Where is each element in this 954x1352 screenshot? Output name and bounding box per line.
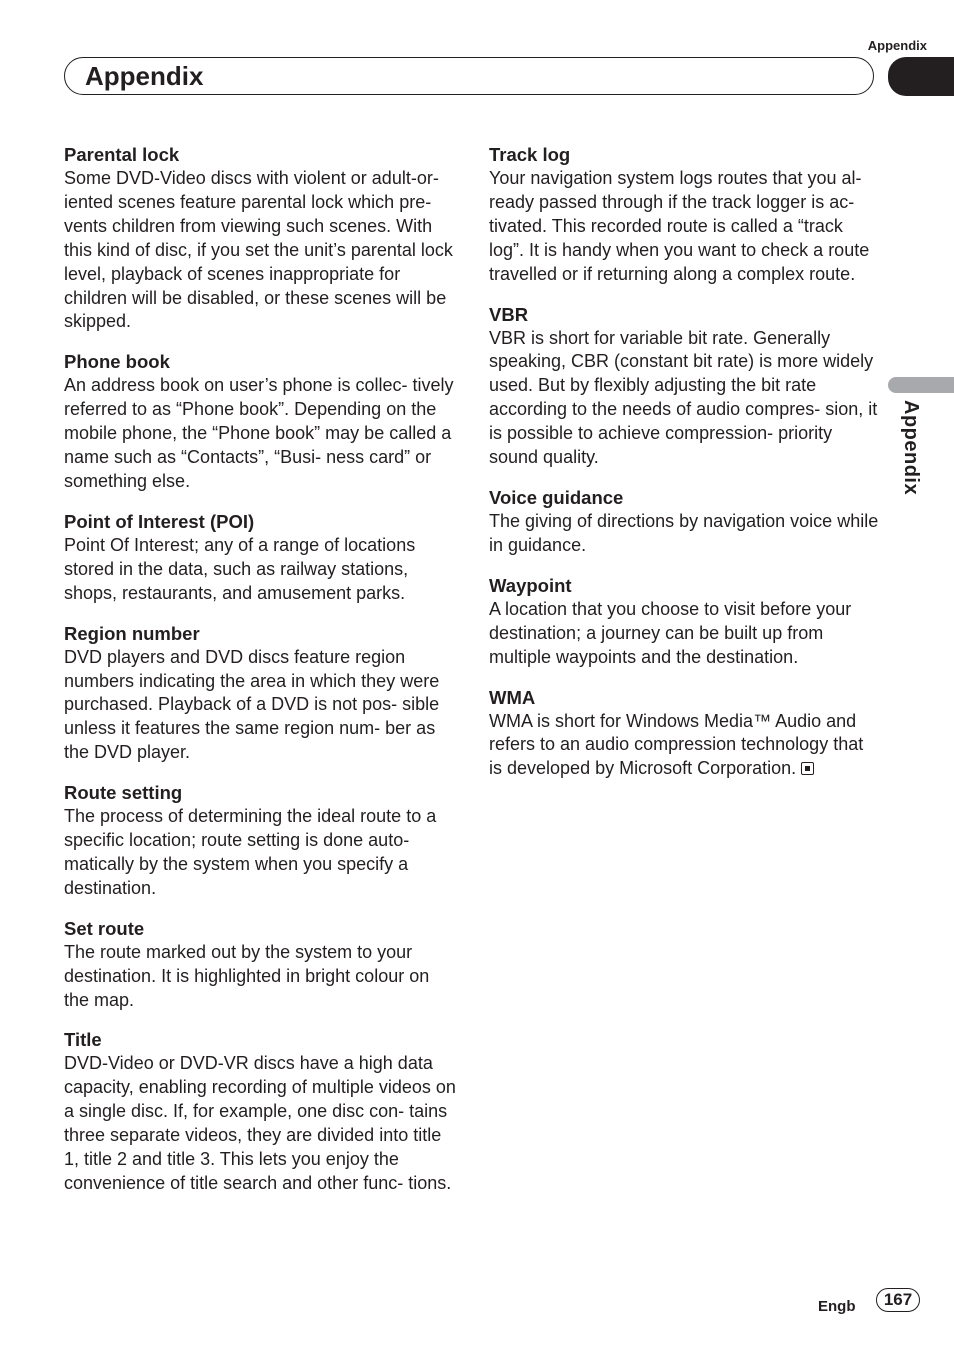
glossary-term: WMA	[489, 686, 536, 708]
side-tab-marker	[888, 377, 954, 393]
left-column	[64, 143, 456, 1212]
glossary-definition: An address book on user’s phone is collec- tively referred to as “Phone book”. Depending on the mobile phone, the “Phone book” may be called a name such as “Contacts”, “Busi- ness card” or something else.	[64, 375, 454, 491]
side-tab-label: Appendix	[900, 400, 922, 496]
glossary-entry	[64, 1028, 456, 1195]
section-title-bar	[64, 57, 874, 95]
running-head: Appendix	[867, 38, 927, 53]
glossary-term: Voice guidance	[489, 486, 624, 508]
glossary-definition: DVD players and DVD discs feature region numbers indicating the area in which they were purchased. Playback of a DVD is not pos- sible unless it features the same region num- ber as the DVD player.	[64, 646, 440, 763]
glossary-term: Route setting	[64, 782, 183, 804]
page-title: Appendix	[85, 61, 204, 91]
glossary-entry	[64, 781, 456, 901]
glossary-entry	[489, 686, 881, 782]
glossary-entry	[489, 574, 881, 670]
glossary-term: Title	[64, 1029, 102, 1051]
glossary-term: Waypoint	[489, 574, 572, 596]
glossary-entry	[489, 143, 881, 287]
glossary-definition: The giving of directions by navigation voice while in guidance.	[489, 510, 879, 555]
glossary-term: VBR	[489, 303, 529, 325]
glossary-term: Point of Interest (POI)	[64, 510, 255, 532]
glossary-term: Track log	[489, 144, 571, 165]
end-of-section-icon	[801, 762, 814, 775]
glossary-entry	[64, 622, 456, 766]
glossary-term: Parental lock	[64, 144, 180, 165]
page-number: 167	[876, 1288, 920, 1312]
glossary-definition	[489, 710, 881, 782]
glossary-term: Phone book	[64, 351, 170, 373]
glossary-definition: DVD-Video or DVD-VR discs have a high data capacity, enabling recording of multiple videos on a single disc. If, for example, one disc con- tains three separate videos, they are divided into title 1, title 2 and title 3. This lets you enjoy the convenience of title search and other func- tions.	[64, 1053, 456, 1193]
glossary-entry	[489, 303, 881, 470]
glossary-entry	[64, 143, 456, 334]
glossary-entry	[489, 486, 881, 558]
glossary-definition: Some DVD-Video discs with violent or adult-or- iented scenes feature parental lock which pre- vents children from viewing such scenes. With this kind of disc, if you set the unit’s parental lock level, playback of scenes inappropriate for children will be disabled, or these scenes will be skipped.	[64, 168, 453, 332]
language-code: Engb	[818, 1298, 856, 1315]
section-tab-marker	[888, 57, 954, 96]
glossary-definition: VBR is short for variable bit rate. Generally speaking, CBR (constant bit rate) is more widely used. But by flexibly adjusting the bit rate according to the needs of audio compres- sion, it is possible to achieve compression- priority sound quality.	[489, 327, 878, 468]
glossary-definition: Your navigation system logs routes that you al- ready passed through if the track logger is ac- tivated. This recorded route is called a “track log”. It is handy when you want to check a route travelled or if returning along a complex route.	[489, 168, 870, 284]
glossary-term: Set route	[64, 917, 145, 939]
glossary-definition: The process of determining the ideal route to a specific location; route setting is done auto- matically by the system when you specify a destination.	[64, 806, 437, 898]
glossary-entry	[64, 350, 456, 494]
right-column	[489, 143, 881, 797]
glossary-definition: The route marked out by the system to your destination. It is highlighted in bright colour on the map.	[64, 941, 430, 1010]
glossary-definition: A location that you choose to visit before your destination; a journey can be built up from multiple waypoints and the destination.	[489, 598, 852, 667]
glossary-entry	[64, 510, 456, 606]
glossary-definition-text: WMA is short for Windows Media™ Audio and refers to an audio compression technology that is developed by Microsoft Corporation.	[489, 710, 864, 779]
glossary-term: Region number	[64, 622, 200, 644]
glossary-entry	[64, 917, 456, 1013]
glossary-definition: Point Of Interest; any of a range of locations stored in the data, such as railway stations, shops, restaurants, and amusement parks.	[64, 534, 416, 603]
